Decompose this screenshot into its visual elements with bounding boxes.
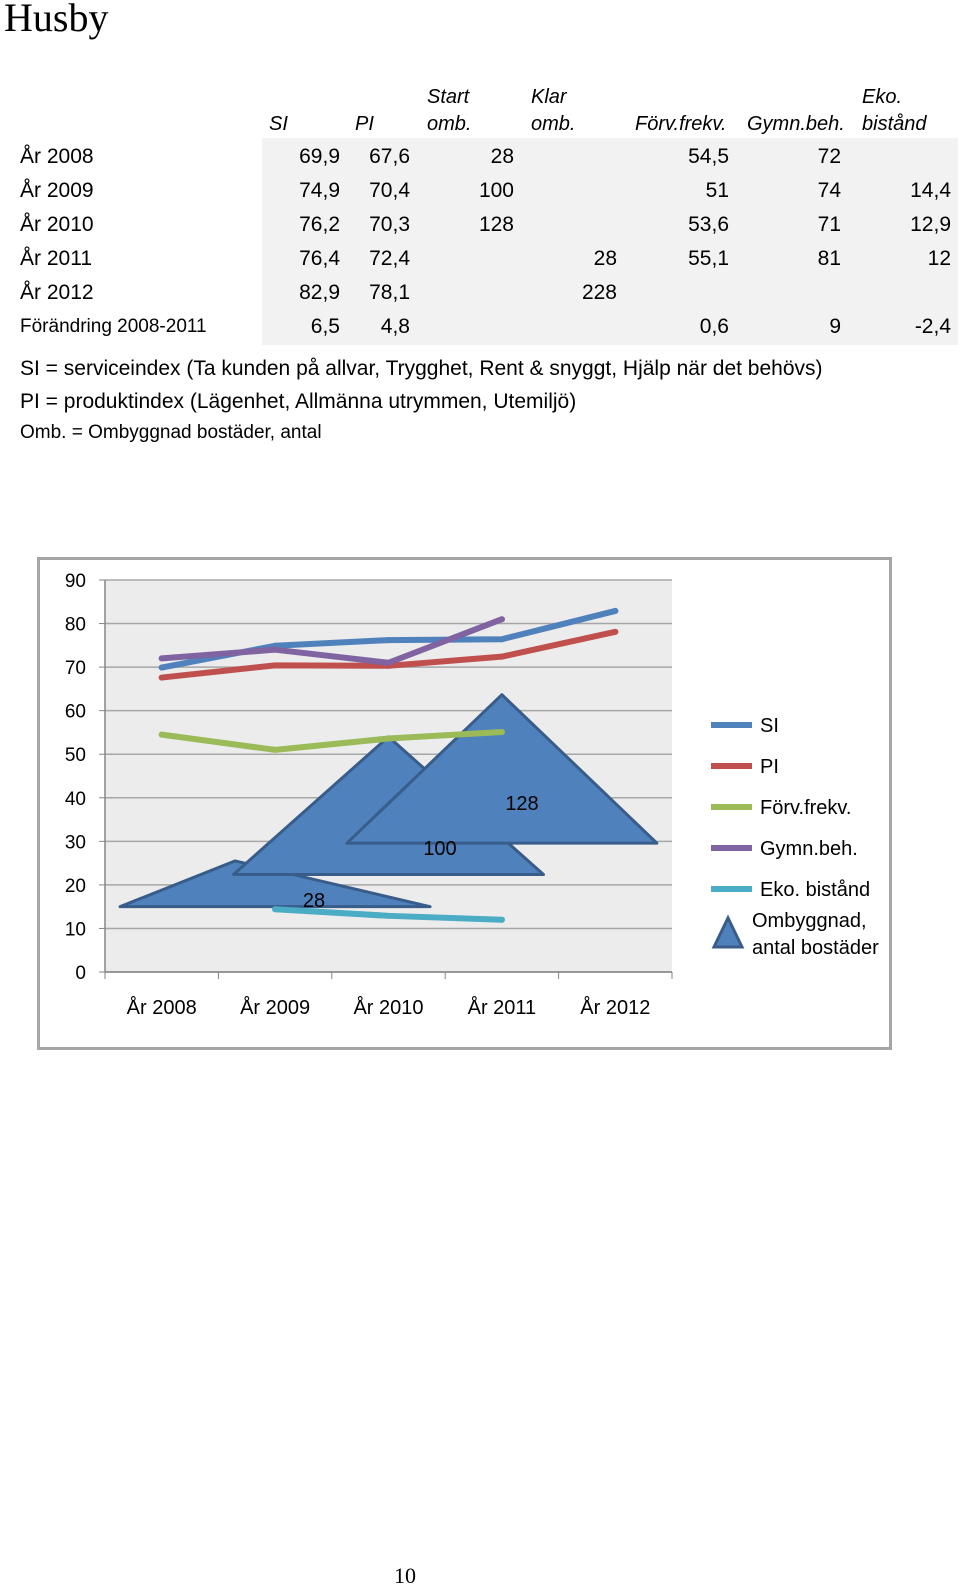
row-label: År 2012 xyxy=(20,281,94,304)
data-point xyxy=(499,917,505,923)
table-cell: 70,3 xyxy=(369,213,410,236)
legend-label: Eko. bistånd xyxy=(760,879,871,901)
triangle-label: 128 xyxy=(505,793,539,815)
x-tick-label: År 2009 xyxy=(240,997,311,1019)
y-tick-label: 90 xyxy=(64,571,86,592)
table-cell: 81 xyxy=(817,247,841,270)
table-cell: 69,9 xyxy=(299,145,340,168)
data-point xyxy=(499,636,505,642)
legend-label: SI xyxy=(760,715,779,737)
table-cell: 76,2 xyxy=(299,213,340,236)
note-omb: Omb. = Ombyggnad bostäder, antal xyxy=(20,422,322,443)
y-tick-label: 60 xyxy=(64,701,86,723)
table-cell: 6,5 xyxy=(310,315,340,338)
data-point xyxy=(499,616,505,622)
data-point xyxy=(272,662,278,668)
table-cell: 76,4 xyxy=(299,247,340,270)
table-cell: 4,8 xyxy=(380,315,410,338)
column-header-line2: PI xyxy=(355,113,374,135)
table-cell: 55,1 xyxy=(688,247,729,270)
x-tick-label: År 2008 xyxy=(126,997,197,1019)
data-point xyxy=(159,655,165,661)
legend-label: Ombyggnad, xyxy=(752,910,867,932)
legend-label: Förv.frekv. xyxy=(760,797,852,819)
note-si: SI = serviceindex (Ta kunden på allvar, Trygghet, Rent & snyggt, Hjälp när det behövs) xyxy=(20,357,823,380)
table-cell: 128 xyxy=(478,213,514,236)
row-label: År 2011 xyxy=(20,247,92,270)
row-label: Förändring 2008-2011 xyxy=(20,316,207,337)
column-header-line1: Eko. xyxy=(862,86,903,108)
table-cell: 72,4 xyxy=(369,247,410,270)
data-point xyxy=(612,629,618,635)
legend-label: PI xyxy=(760,756,779,778)
data-point xyxy=(272,747,278,753)
column-header-line2: omb. xyxy=(427,113,472,135)
table-cell: 67,6 xyxy=(369,145,410,168)
table-cell: 9 xyxy=(829,315,841,338)
table-cell: 53,6 xyxy=(688,213,729,236)
table-cell: 71 xyxy=(817,213,841,236)
table-cell: 78,1 xyxy=(369,281,410,304)
table-cell: 70,4 xyxy=(369,179,410,202)
table-cell: 14,4 xyxy=(910,179,951,202)
page-title: Husby xyxy=(4,0,109,40)
table-cell: 28 xyxy=(593,247,617,270)
column-header-line2: SI xyxy=(269,113,288,135)
table-cell: 100 xyxy=(478,179,514,202)
y-tick-label: 40 xyxy=(64,788,86,810)
y-tick-label: 70 xyxy=(64,658,86,680)
y-tick-label: 30 xyxy=(64,832,86,854)
table-cell: 12,9 xyxy=(910,213,951,236)
y-tick-label: 20 xyxy=(64,875,86,897)
table-cell: 12 xyxy=(927,247,951,270)
column-header-line2: Gymn.beh. xyxy=(747,113,845,135)
row-label: År 2009 xyxy=(20,179,94,202)
column-header-line2: omb. xyxy=(531,113,576,135)
page-number: 10 xyxy=(394,1563,416,1588)
column-header-line1: Klar xyxy=(531,86,567,108)
legend-label: Gymn.beh. xyxy=(760,838,858,860)
table-cell: 74 xyxy=(817,179,841,202)
legend-triangle-icon xyxy=(714,918,742,947)
data-point xyxy=(386,660,392,666)
table-cell: 82,9 xyxy=(299,281,340,304)
column-header-line2: bistånd xyxy=(862,113,927,135)
x-tick-label: År 2011 xyxy=(467,997,537,1019)
table-cell: 72 xyxy=(817,145,841,168)
data-point xyxy=(499,654,505,660)
data-point xyxy=(272,647,278,653)
y-tick-label: 50 xyxy=(64,745,86,767)
table-cell: 54,5 xyxy=(688,145,729,168)
legend-label: antal bostäder xyxy=(752,937,879,959)
table-cell: 28 xyxy=(490,145,514,168)
table-cell: 74,9 xyxy=(299,179,340,202)
data-point xyxy=(272,906,278,912)
data-point xyxy=(386,637,392,643)
triangle-label: 28 xyxy=(302,890,326,912)
y-tick-label: 10 xyxy=(64,919,86,941)
data-point xyxy=(159,665,165,671)
y-tick-label: 80 xyxy=(64,614,86,636)
table-cell: 0,6 xyxy=(699,315,729,338)
row-label: År 2008 xyxy=(20,145,94,168)
table-cell: 228 xyxy=(581,281,617,304)
data-point xyxy=(386,913,392,919)
data-point xyxy=(159,675,165,681)
x-tick-label: År 2010 xyxy=(353,997,424,1019)
x-tick-label: År 2012 xyxy=(580,997,651,1019)
y-tick-label: 0 xyxy=(75,963,86,984)
data-point xyxy=(386,736,392,742)
data-point xyxy=(159,732,165,738)
triangle-label: 100 xyxy=(423,838,457,860)
row-label: År 2010 xyxy=(20,213,94,236)
column-header-line2: Förv.frekv. xyxy=(635,113,727,135)
column-header-line1: Start xyxy=(427,86,470,108)
table-cell: -2,4 xyxy=(914,315,951,338)
table-cell: 51 xyxy=(705,179,729,202)
data-point xyxy=(499,729,505,735)
data-point xyxy=(612,608,618,614)
note-pi: PI = produktindex (Lägenhet, Allmänna utrymmen, Utemiljö) xyxy=(20,390,577,413)
